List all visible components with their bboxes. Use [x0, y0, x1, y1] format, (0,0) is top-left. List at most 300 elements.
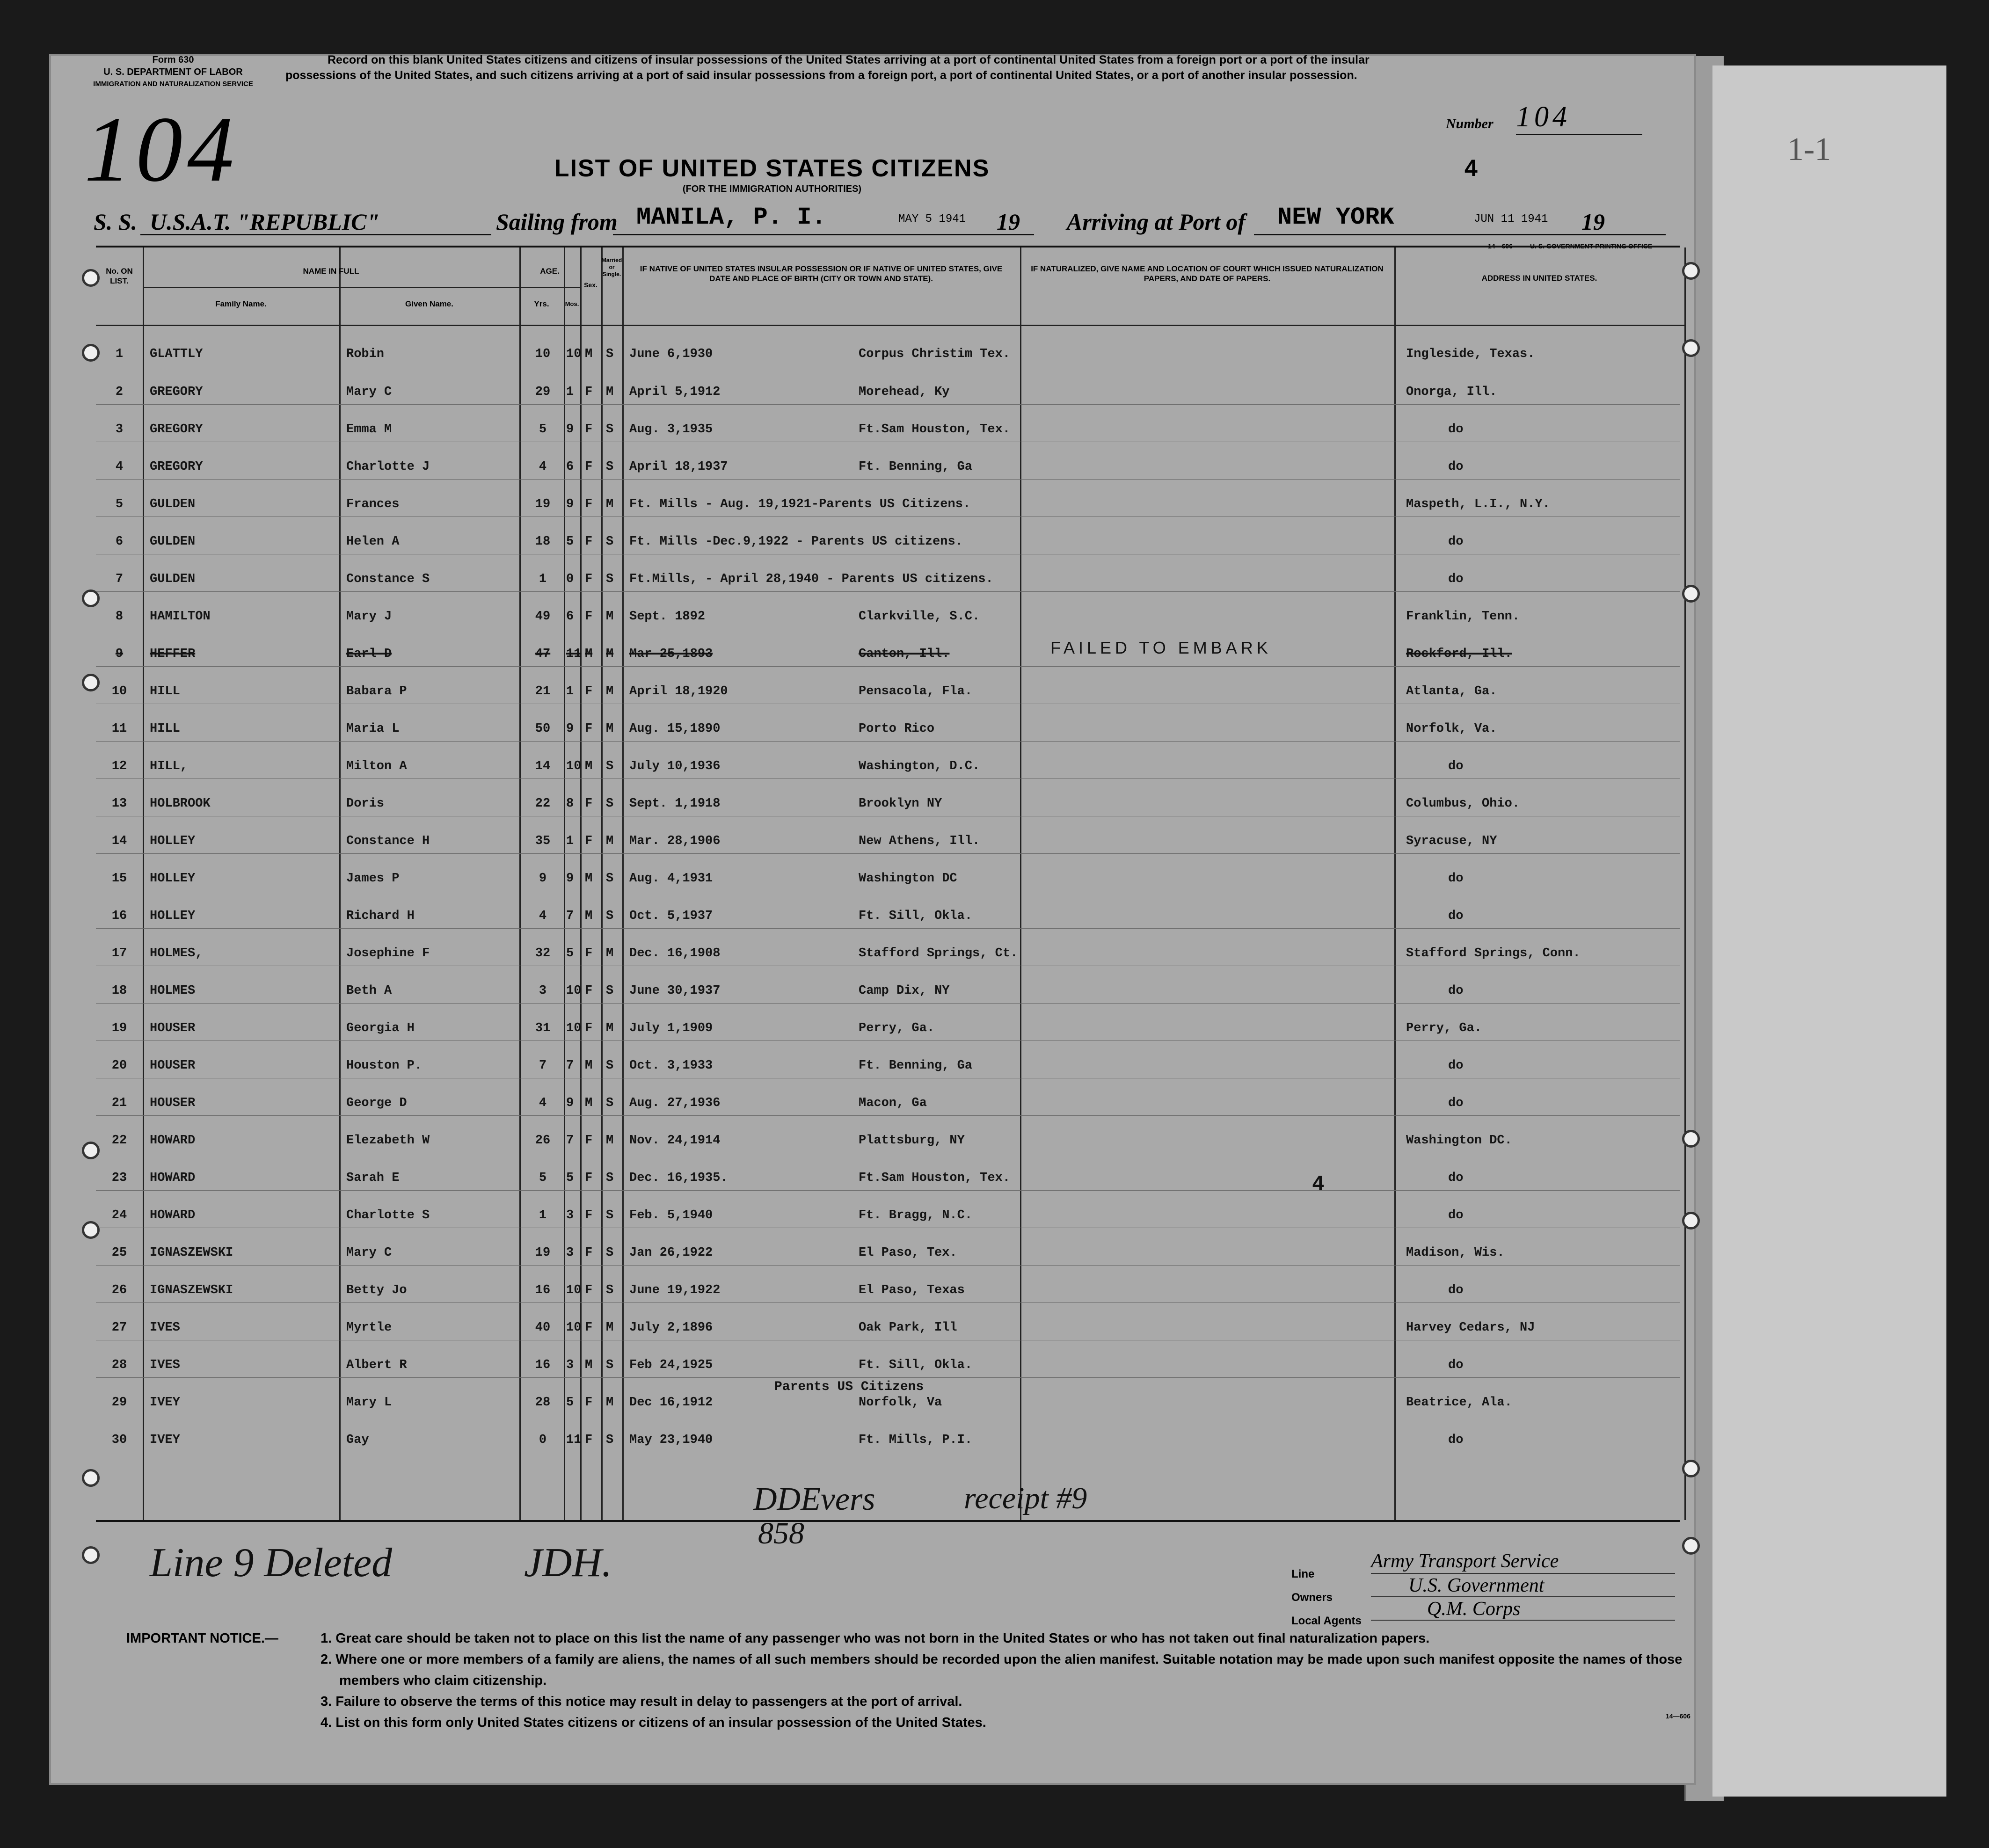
- row-number: 28: [111, 1358, 127, 1372]
- age-months: 9: [566, 1096, 574, 1110]
- marital-status: M: [606, 385, 614, 399]
- birth-place: New Athens, Ill.: [859, 834, 980, 848]
- birth-date: July 10,1936: [629, 759, 721, 773]
- marital-status: S: [606, 1283, 614, 1297]
- given-name: Georgia H: [346, 1021, 415, 1035]
- birth-date: Aug. 15,1890: [629, 722, 721, 736]
- year-prefix: 19: [997, 209, 1020, 235]
- age-subrule: [519, 287, 580, 288]
- arrival-date: JUN 11 1941: [1474, 213, 1548, 226]
- address: do: [1448, 422, 1464, 437]
- title-page-number: 4: [1464, 155, 1478, 181]
- punch-hole: [82, 674, 100, 691]
- given-name: Milton A: [346, 759, 407, 773]
- address: Harvey Cedars, NJ: [1406, 1321, 1535, 1335]
- sailing-date: MAY 5 1941: [898, 213, 966, 226]
- row-number: 16: [111, 909, 127, 923]
- sex: F: [585, 1171, 593, 1185]
- table-row: [96, 928, 1680, 966]
- table-row: [96, 367, 1680, 405]
- birth-date: Mar 25,1893: [629, 647, 713, 661]
- citizen-table: [96, 246, 1680, 1522]
- notice-form-code: 14—606: [1666, 1712, 1690, 1720]
- age-years: 4: [539, 909, 547, 923]
- birth-date: July 2,1896: [629, 1321, 713, 1335]
- family-name: HOLLEY: [150, 834, 196, 848]
- sex: F: [585, 984, 593, 998]
- table-row: [96, 1003, 1680, 1041]
- marital-status: M: [606, 1396, 614, 1410]
- row-number: 11: [111, 722, 127, 736]
- address: Madison, Wis.: [1406, 1246, 1505, 1260]
- sex: F: [585, 460, 593, 474]
- family-name: HOWARD: [150, 1208, 196, 1222]
- address: Stafford Springs, Conn.: [1406, 946, 1581, 960]
- age-months: 5: [566, 946, 574, 960]
- marital-status: M: [606, 722, 614, 736]
- family-name: HOLMES,: [150, 946, 203, 960]
- col-married: Married or Single.: [601, 257, 622, 277]
- family-name: IGNASZEWSKI: [150, 1283, 233, 1297]
- age-years: 19: [535, 497, 551, 511]
- age-months: 10: [566, 984, 582, 998]
- sex: F: [585, 1433, 593, 1447]
- address: do: [1448, 535, 1464, 549]
- given-name: Helen A: [346, 535, 400, 549]
- birth-date: Ft. Mills - Aug. 19,1921-Parents US Citizens.: [629, 497, 971, 511]
- sex: F: [585, 535, 593, 549]
- age-months: 7: [566, 909, 574, 923]
- sex: F: [585, 572, 593, 586]
- age-months: 7: [566, 1134, 574, 1148]
- birth-date: Ft.Mills, - April 28,1940 - Parents US citizens.: [629, 572, 993, 586]
- deleted-initials: JDH.: [524, 1540, 612, 1586]
- table-row: [96, 1340, 1680, 1378]
- row-number: 14: [111, 834, 127, 848]
- row-number: 19: [111, 1021, 127, 1035]
- family-name: HOWARD: [150, 1134, 196, 1148]
- birth-date: July 1,1909: [629, 1021, 713, 1035]
- sex: M: [585, 347, 593, 361]
- number-value: 104: [1516, 101, 1642, 135]
- footer-labels: [1291, 1563, 1362, 1633]
- birth-place: Morehead, Ky: [859, 385, 950, 399]
- family-name: HAMILTON: [150, 610, 211, 624]
- binder-page: [1712, 65, 1946, 1797]
- address: Maspeth, L.I., N.Y.: [1406, 497, 1550, 511]
- row-number: 3: [115, 422, 124, 437]
- birth-date: June 6,1930: [629, 347, 713, 361]
- age-months: 3: [566, 1208, 574, 1222]
- family-name: IGNASZEWSKI: [150, 1246, 233, 1260]
- punch-hole: [82, 1221, 100, 1239]
- col-age: AGE.: [540, 267, 560, 276]
- given-name: Robin: [346, 347, 385, 361]
- age-years: 1: [539, 572, 547, 586]
- line-label: Line: [1291, 1568, 1315, 1580]
- sailing-underline: [613, 234, 889, 235]
- footer-values: [1371, 1550, 1698, 1621]
- address: do: [1448, 759, 1464, 773]
- age-years: 21: [535, 684, 551, 698]
- address: Columbus, Ohio.: [1406, 797, 1520, 811]
- age-years: 0: [539, 1433, 547, 1447]
- row-number: 13: [111, 797, 127, 811]
- notice-list: [321, 1628, 1687, 1733]
- given-name: Mary C: [346, 1246, 392, 1260]
- row-number: 17: [111, 946, 127, 960]
- binder-mark: 1-1: [1787, 131, 1831, 167]
- given-name: Emma M: [346, 422, 392, 437]
- address: do: [1448, 1096, 1464, 1110]
- sailing-label: Sailing from: [496, 209, 618, 235]
- agents-value: Q.M. Corps: [1371, 1597, 1675, 1621]
- marital-status: M: [606, 497, 614, 511]
- receipt-note: receipt #9: [964, 1481, 1087, 1515]
- age-years: 50: [535, 722, 551, 736]
- signature-initials: DDEvers: [753, 1481, 875, 1517]
- given-name: Houston P.: [346, 1059, 423, 1073]
- marital-status: S: [606, 422, 614, 437]
- given-name: Betty Jo: [346, 1283, 407, 1297]
- table-row: [96, 666, 1680, 704]
- table-row: [96, 517, 1680, 554]
- sex: F: [585, 722, 593, 736]
- table-row: [96, 479, 1680, 517]
- family-name: HOUSER: [150, 1096, 196, 1110]
- age-months: 5: [566, 1396, 574, 1410]
- address: do: [1448, 872, 1464, 886]
- age-months: 8: [566, 797, 574, 811]
- marital-status: M: [606, 1021, 614, 1035]
- address: do: [1448, 1171, 1464, 1185]
- family-name: HILL: [150, 684, 180, 698]
- punch-hole: [1682, 339, 1700, 357]
- birth-date: Sept. 1892: [629, 610, 706, 624]
- table-row: [96, 629, 1680, 667]
- birth-date: Oct. 3,1933: [629, 1059, 713, 1073]
- age-months: 9: [566, 722, 574, 736]
- age-years: 31: [535, 1021, 551, 1035]
- given-name: Mary J: [346, 610, 392, 624]
- department: U. S. DEPARTMENT OF LABOR: [103, 67, 243, 77]
- age-months: 1: [566, 385, 574, 399]
- voyage-line: [94, 204, 1661, 241]
- family-name: HOLLEY: [150, 909, 196, 923]
- marital-status: S: [606, 1059, 614, 1073]
- family-name: GLATTLY: [150, 347, 203, 361]
- table-row: [96, 778, 1680, 816]
- year-prefix-2: 19: [1581, 209, 1605, 235]
- age-years: 18: [535, 535, 551, 549]
- notice-item: 3. Failure to observe the terms of this notice may result in delay to passengers at the port of arrival.: [321, 1694, 962, 1709]
- row-number: 24: [111, 1208, 127, 1222]
- marital-status: S: [606, 1171, 614, 1185]
- marital-status: S: [606, 1208, 614, 1222]
- birth-place: Washington, D.C.: [859, 759, 980, 773]
- stamped-number: 104: [84, 98, 239, 201]
- col-naturalized: IF NATURALIZED, GIVE NAME AND LOCATION OF COURT WHICH ISSUED NATURALIZATION PAPERS, AND DATE OF PAPERS.: [1031, 264, 1384, 283]
- table-row: [96, 1115, 1680, 1153]
- table-row: [96, 853, 1680, 891]
- address: Perry, Ga.: [1406, 1021, 1482, 1035]
- age-years: 14: [535, 759, 551, 773]
- address: Norfolk, Va.: [1406, 722, 1497, 736]
- sex: F: [585, 797, 593, 811]
- punch-hole: [1682, 1537, 1700, 1555]
- family-name: HOLLEY: [150, 872, 196, 886]
- age-months: 3: [566, 1246, 574, 1260]
- punch-hole: [82, 1142, 100, 1159]
- age-years: 3: [539, 984, 547, 998]
- row-number: 27: [111, 1321, 127, 1335]
- address: do: [1448, 1059, 1464, 1073]
- given-name: Mary C: [346, 385, 392, 399]
- service: IMMIGRATION AND NATURALIZATION SERVICE: [93, 80, 253, 88]
- address: Washington DC.: [1406, 1134, 1512, 1148]
- age-months: 5: [566, 535, 574, 549]
- table-row: [96, 1302, 1680, 1340]
- row-number: 1: [115, 347, 124, 361]
- age-years: 28: [535, 1396, 551, 1410]
- punch-hole: [82, 1546, 100, 1564]
- owners-value: U.S. Government: [1371, 1574, 1675, 1597]
- given-name: James P: [346, 872, 400, 886]
- row-number: 21: [111, 1096, 127, 1110]
- row-number: 5: [115, 497, 124, 511]
- birth-place: Corpus Christim Tex.: [859, 347, 1011, 361]
- address: do: [1448, 572, 1464, 586]
- family-name: IVES: [150, 1321, 180, 1335]
- marital-status: M: [606, 610, 614, 624]
- birth-date: Dec. 16,1908: [629, 946, 721, 960]
- address: do: [1448, 984, 1464, 998]
- age-years: 29: [535, 385, 551, 399]
- given-name: Charlotte J: [346, 460, 430, 474]
- ship-underline: [140, 234, 491, 235]
- row-number: 25: [111, 1246, 127, 1260]
- marital-status: S: [606, 1358, 614, 1372]
- age-years: 47: [535, 647, 551, 661]
- birth-place: El Paso, Tex.: [859, 1246, 957, 1260]
- address: Atlanta, Ga.: [1406, 684, 1497, 698]
- birth-place: Ft. Sill, Okla.: [859, 909, 973, 923]
- birth-date: June 19,1922: [629, 1283, 721, 1297]
- birth-date: April 18,1937: [629, 460, 728, 474]
- age-months: 1: [566, 834, 574, 848]
- birth-date: Aug. 4,1931: [629, 872, 713, 886]
- table-row: [96, 1415, 1680, 1453]
- punch-hole: [1682, 1212, 1700, 1230]
- col-family-name: Family Name.: [215, 299, 267, 308]
- row-number: 30: [111, 1433, 127, 1447]
- birth-date: Ft. Mills -Dec.9,1922 - Parents US citizens.: [629, 535, 963, 549]
- punch-hole: [1682, 585, 1700, 603]
- birth-place: Ft. Bragg, N.C.: [859, 1208, 973, 1222]
- birth-date: Nov. 24,1914: [629, 1134, 721, 1148]
- address: Onorga, Ill.: [1406, 385, 1497, 399]
- family-name: GREGORY: [150, 460, 203, 474]
- birth-place: Canton, Ill.: [859, 647, 950, 661]
- given-name: Earl D: [346, 647, 392, 661]
- given-name: Charlotte S: [346, 1208, 430, 1222]
- table-row: [96, 966, 1680, 1004]
- table-row: [96, 1190, 1680, 1228]
- sex: F: [585, 1283, 593, 1297]
- row-number: 9: [115, 647, 124, 661]
- notice-item: 1. Great care should be taken not to place on this list the name of any passenger who was not born in the United States or who has not taken out final naturalization papers.: [321, 1631, 1430, 1646]
- birth-date: Jan 26,1922: [629, 1246, 713, 1260]
- table-row: [96, 704, 1680, 742]
- table-row: [96, 442, 1680, 480]
- address: Syracuse, NY: [1406, 834, 1497, 848]
- age-months: 6: [566, 460, 574, 474]
- notice-item: 4. List on this form only United States citizens or citizens of an insular possession of the United States.: [321, 1715, 986, 1730]
- row-number: 26: [111, 1283, 127, 1297]
- address: do: [1448, 1433, 1464, 1447]
- col-name-in-full: NAME IN FULL: [303, 267, 359, 276]
- age-months: 10: [566, 1321, 582, 1335]
- birth-date: May 23,1940: [629, 1433, 713, 1447]
- family-name: HILL,: [150, 759, 188, 773]
- given-name: Josephine F: [346, 946, 430, 960]
- row-number: 22: [111, 1134, 127, 1148]
- parents-note: Parents US Citizens: [774, 1380, 924, 1394]
- address: do: [1448, 1283, 1464, 1297]
- given-name: George D: [346, 1096, 407, 1110]
- family-name: IVEY: [150, 1396, 180, 1410]
- birth-place: Porto Rico: [859, 722, 935, 736]
- col-address: ADDRESS IN UNITED STATES.: [1481, 274, 1597, 283]
- birth-place: Ft. Benning, Ga: [859, 1059, 973, 1073]
- birth-date: April 5,1912: [629, 385, 721, 399]
- family-name: HILL: [150, 722, 180, 736]
- birth-place: Pensacola, Fla.: [859, 684, 973, 698]
- table-row: [96, 404, 1680, 442]
- page-subtitle: (FOR THE IMMIGRATION AUTHORITIES): [682, 184, 862, 194]
- row-number: 7: [115, 572, 124, 586]
- given-name: Babara P: [346, 684, 407, 698]
- sex: F: [585, 834, 593, 848]
- marital-status: S: [606, 1246, 614, 1260]
- birth-date: April 18,1920: [629, 684, 728, 698]
- age-years: 22: [535, 797, 551, 811]
- owners-label: Owners: [1291, 1591, 1333, 1604]
- printer-code: 14—606: [1488, 242, 1513, 250]
- marital-status: S: [606, 572, 614, 586]
- marital-status: S: [606, 909, 614, 923]
- age-months: 9: [566, 422, 574, 437]
- sex: F: [585, 1208, 593, 1222]
- birth-date: Feb 24,1925: [629, 1358, 713, 1372]
- address: do: [1448, 1208, 1464, 1222]
- birth-place: Stafford Springs, Ct.: [859, 946, 1018, 960]
- birth-place: Oak Park, Ill: [859, 1321, 957, 1335]
- birth-place: El Paso, Texas: [859, 1283, 965, 1297]
- arrival-underline: [1254, 234, 1563, 235]
- birth-place: Macon, Ga: [859, 1096, 927, 1110]
- birth-place: Ft. Mills, P.I.: [859, 1433, 973, 1447]
- address: do: [1448, 1358, 1464, 1372]
- punch-hole: [82, 1469, 100, 1487]
- marital-status: S: [606, 759, 614, 773]
- col-no: No. ON LIST.: [106, 267, 133, 285]
- row-number: 29: [111, 1396, 127, 1410]
- form-instructions: Record on this blank United States citizens and citizens of insular possessions of the United States arriving at a port of continental United States from a foreign port or a port of the insular possessions of the United States, and such citizens arriving at a port of said insular possessions from a foreign port, a port of continental United States, or a port of another insular possession.: [285, 53, 1370, 82]
- birth-place: Camp Dix, NY: [859, 984, 950, 998]
- birth-date: Oct. 5,1937: [629, 909, 713, 923]
- sex: F: [585, 1246, 593, 1260]
- sex: F: [585, 946, 593, 960]
- arriving-label: Arriving at Port of: [1067, 209, 1246, 235]
- family-name: GULDEN: [150, 535, 196, 549]
- age-months: 5: [566, 1171, 574, 1185]
- age-years: 5: [539, 1171, 547, 1185]
- sex: M: [585, 1358, 593, 1372]
- age-months: 9: [566, 497, 574, 511]
- age-months: 9: [566, 872, 574, 886]
- notice-item: 2. Where one or more members of a family are aliens, the names of all such members should be recorded upon the alien manifest. Suitable notation may be made upon such manifest opposite the names of those members who claim citizenship.: [321, 1652, 1683, 1688]
- birth-date: Mar. 28,1906: [629, 834, 721, 848]
- sex: M: [585, 1096, 593, 1110]
- family-name: GULDEN: [150, 572, 196, 586]
- sex: F: [585, 1396, 593, 1410]
- age-years: 4: [539, 460, 547, 474]
- failed-to-embark: FAILED TO EMBARK: [1050, 638, 1272, 657]
- family-name: GREGORY: [150, 422, 203, 437]
- age-months: 11: [566, 1433, 582, 1447]
- marital-status: M: [606, 946, 614, 960]
- col-mos: Mos.: [565, 300, 579, 307]
- age-months: 10: [566, 347, 582, 361]
- age-years: 16: [535, 1358, 551, 1372]
- birth-place: Ft.Sam Houston, Tex.: [859, 422, 1011, 437]
- sex: F: [585, 1321, 593, 1335]
- sex: M: [585, 1059, 593, 1073]
- family-name: HOUSER: [150, 1059, 196, 1073]
- marital-status: M: [606, 834, 614, 848]
- sex: F: [585, 1134, 593, 1148]
- header-rule: [96, 325, 1684, 326]
- address: Rockford, Ill.: [1406, 647, 1512, 661]
- given-name: Beth A: [346, 984, 392, 998]
- birth-date: Aug. 27,1936: [629, 1096, 721, 1110]
- punch-hole: [1682, 1460, 1700, 1477]
- family-name: GULDEN: [150, 497, 196, 511]
- signature-number: 858: [758, 1516, 804, 1550]
- table-row: [96, 591, 1680, 629]
- address: do: [1448, 909, 1464, 923]
- table-row: [96, 554, 1680, 592]
- birth-place: Washington DC: [859, 872, 957, 886]
- marital-status: S: [606, 872, 614, 886]
- ship-name: U.S.A.T. "REPUBLIC": [150, 209, 380, 235]
- table-row: [96, 816, 1680, 854]
- age-years: 1: [539, 1208, 547, 1222]
- given-name: Mary L: [346, 1396, 392, 1410]
- col-yrs: Yrs.: [534, 299, 549, 308]
- sex: M: [585, 647, 593, 661]
- family-name: HEFFER: [150, 647, 196, 661]
- age-months: 10: [566, 759, 582, 773]
- col-sex: Sex.: [584, 281, 597, 289]
- age-months: 0: [566, 572, 574, 586]
- birth-date: June 30,1937: [629, 984, 721, 998]
- name-subrule: [143, 287, 519, 288]
- table-row: [96, 1265, 1680, 1303]
- row-number: 18: [111, 984, 127, 998]
- sex: M: [585, 872, 593, 886]
